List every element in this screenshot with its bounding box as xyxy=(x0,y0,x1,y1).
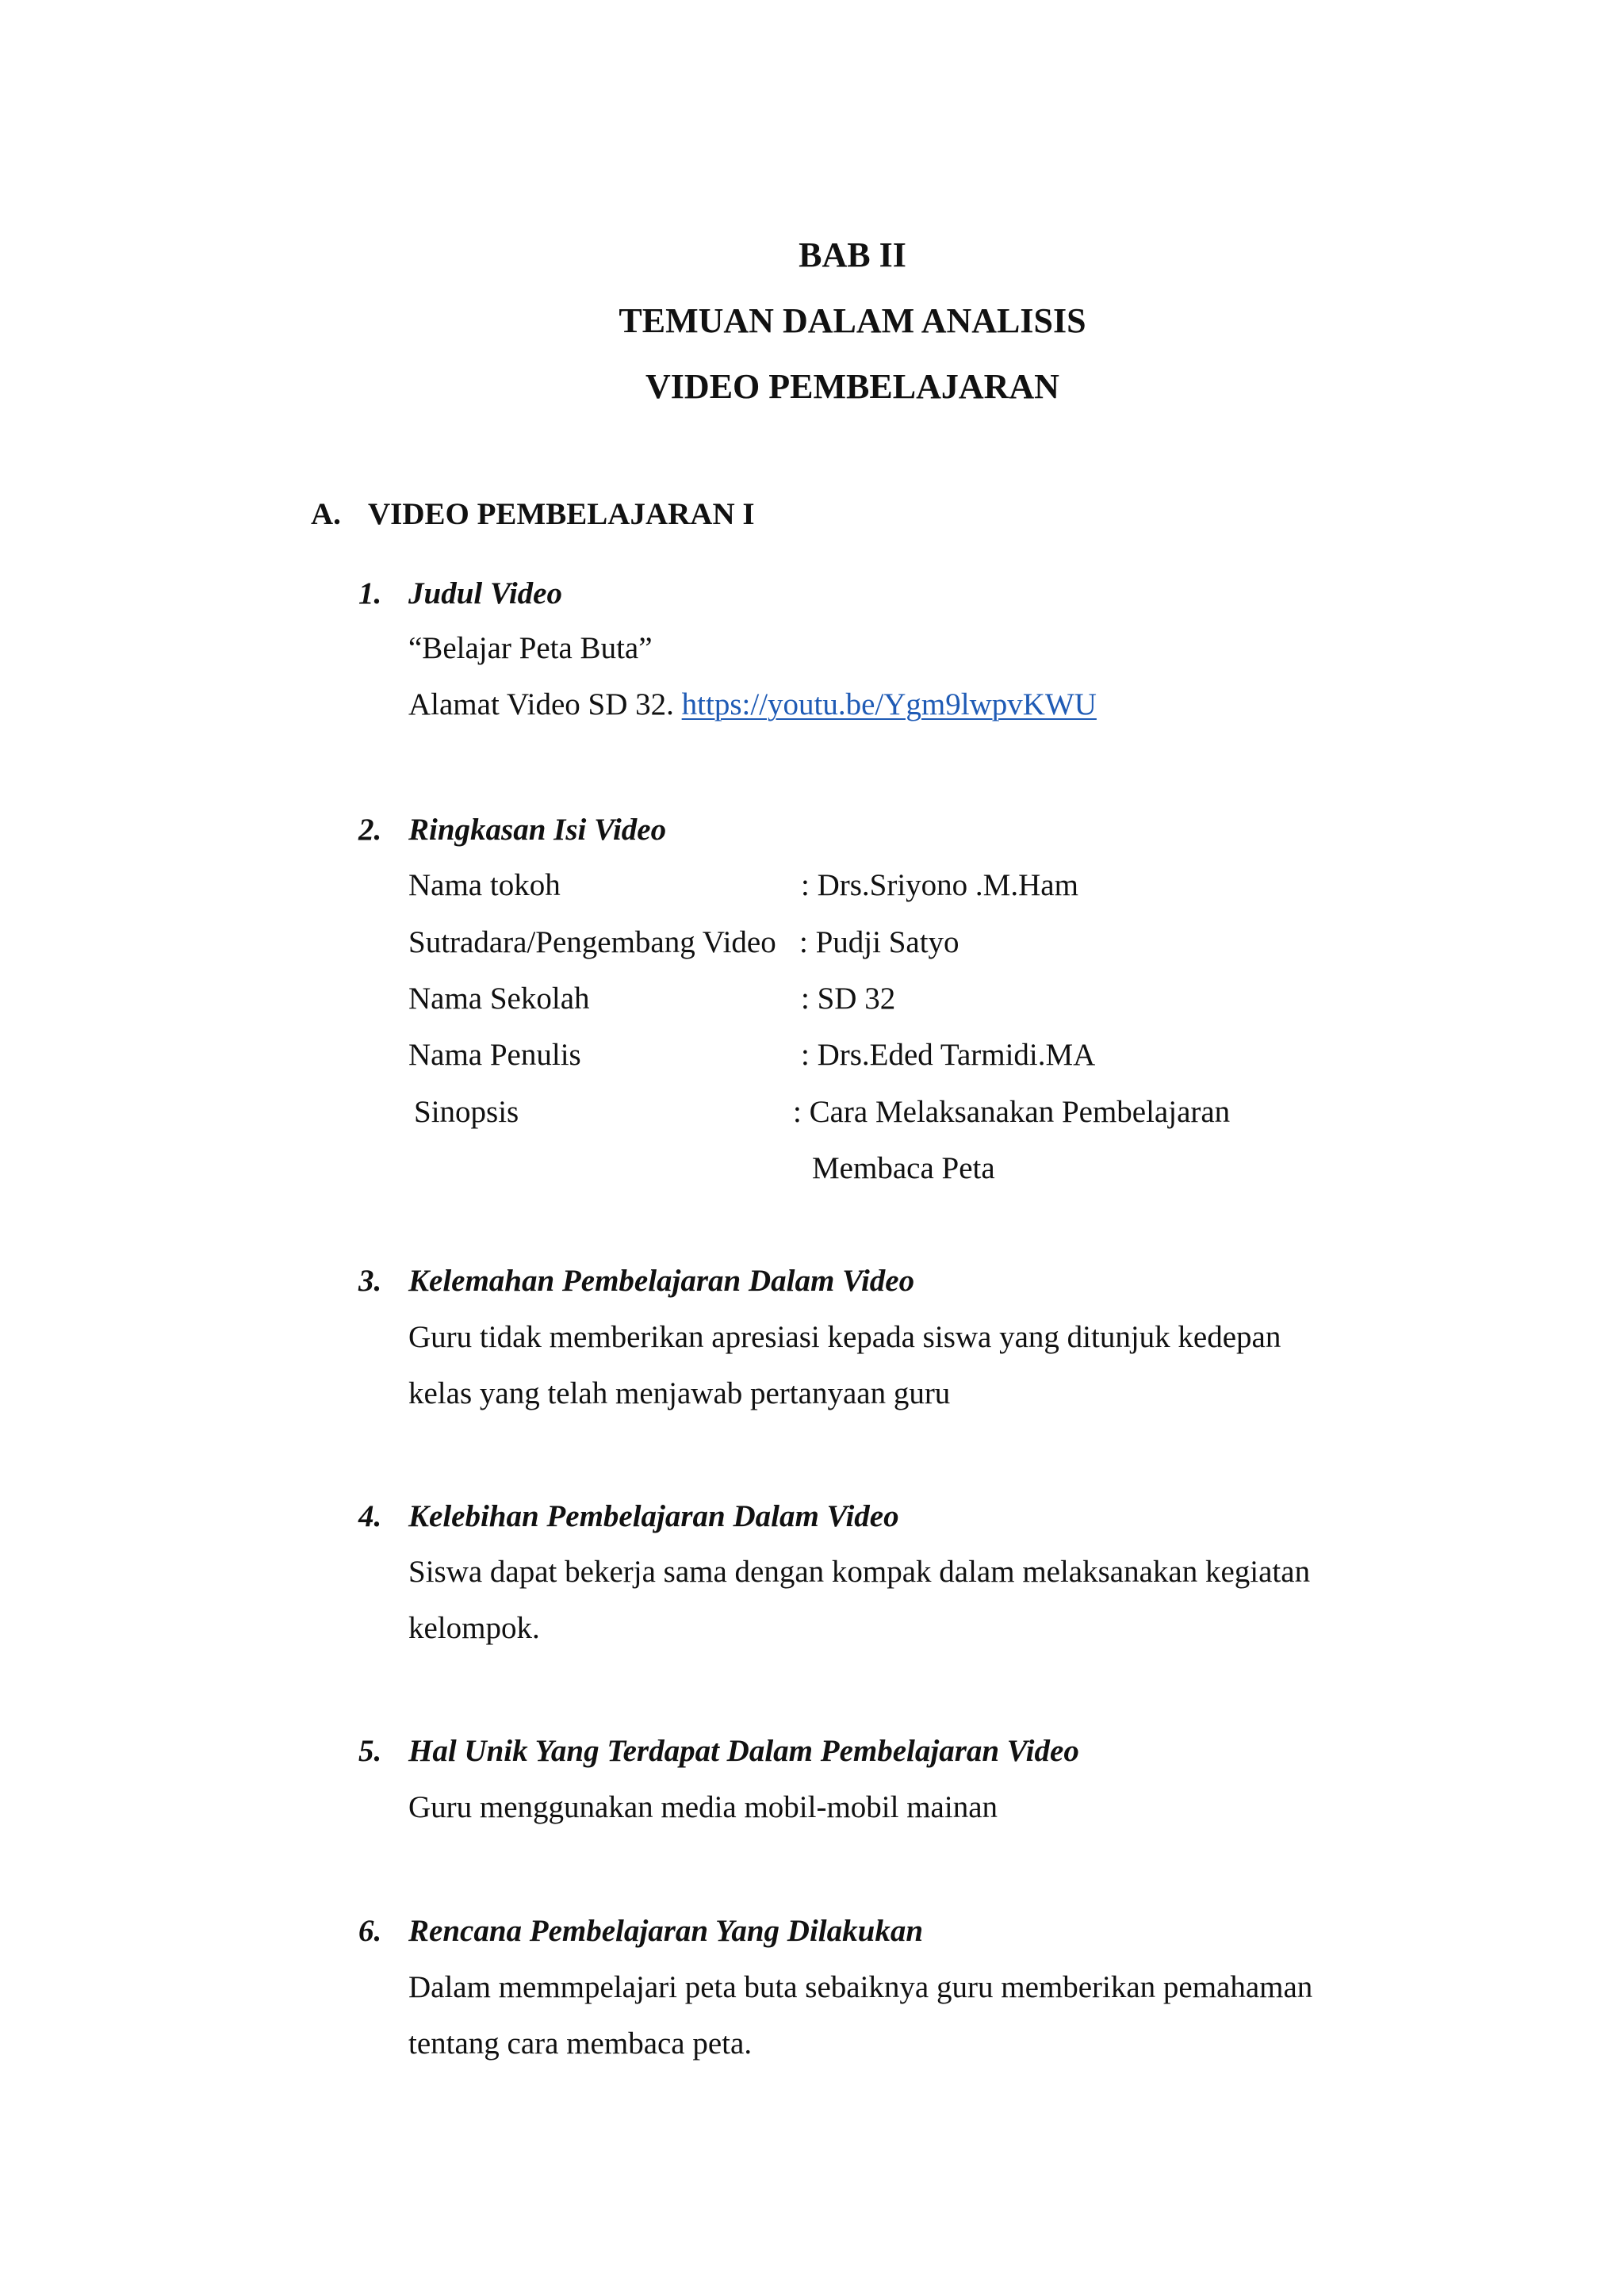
paragraph-line: Siswa dapat bekerja sama dengan kompak dalam melaksanakan kegiatan xyxy=(408,1555,1311,1589)
summary-value: : Drs.Eded Tarmidi.MA xyxy=(801,1038,1096,1072)
chapter-number: BAB II xyxy=(799,235,906,274)
video-address xyxy=(408,687,1097,723)
summary-label: Nama Sekolah xyxy=(408,982,590,1016)
section-title: VIDEO PEMBELAJARAN I xyxy=(368,497,755,531)
summary-label: Nama tokoh xyxy=(408,868,561,902)
item-heading-hal-unik: Hal Unik Yang Terdapat Dalam Pembelajaran Video xyxy=(408,1734,1079,1768)
item-number: 2. xyxy=(358,813,382,847)
summary-label: Sinopsis xyxy=(414,1095,519,1129)
paragraph-line: kelompok. xyxy=(408,1611,540,1645)
item-heading-rencana: Rencana Pembelajaran Yang Dilakukan xyxy=(408,1914,924,1948)
item-number: 1. xyxy=(358,576,382,610)
item-heading-ringkasan: Ringkasan Isi Video xyxy=(408,813,667,847)
summary-label: Sutradara/Pengembang Video xyxy=(408,925,776,959)
section-heading xyxy=(311,496,755,533)
summary-value: : Pudji Satyo xyxy=(799,925,959,959)
paragraph-line: Guru menggunakan media mobil-mobil mainan xyxy=(408,1790,998,1824)
paragraph-line: tentang cara membaca peta. xyxy=(408,2026,753,2061)
video-title: “Belajar Peta Buta” xyxy=(408,631,653,665)
item-number: 4. xyxy=(358,1499,382,1533)
video-address-label: Alamat Video SD 32. xyxy=(408,687,682,721)
item-heading-kelebihan: Kelebihan Pembelajaran Dalam Video xyxy=(408,1499,899,1533)
video-link[interactable]: https://youtu.be/Ygm9lwpvKWU xyxy=(681,687,1097,721)
chapter-title: TEMUAN DALAM ANALISIS xyxy=(619,301,1086,340)
summary-value: : Cara Melaksanakan Pembelajaran xyxy=(793,1095,1231,1129)
item-heading-judul-video: Judul Video xyxy=(408,576,562,610)
summary-label: Nama Penulis xyxy=(408,1038,581,1072)
item-heading-kelemahan: Kelemahan Pembelajaran Dalam Video xyxy=(408,1264,915,1298)
item-number: 6. xyxy=(358,1914,382,1948)
summary-value-continued: Membaca Peta xyxy=(812,1151,995,1185)
paragraph-line: kelas yang telah menjawab pertanyaan guru xyxy=(408,1376,951,1410)
summary-value: : Drs.Sriyono .M.Ham xyxy=(801,868,1078,902)
paragraph-line: Guru tidak memberikan apresiasi kepada siswa yang ditunjuk kedepan xyxy=(408,1320,1281,1354)
item-number: 5. xyxy=(358,1734,382,1768)
item-number: 3. xyxy=(358,1264,382,1298)
paragraph-line: Dalam memmpelajari peta buta sebaiknya guru memberikan pemahaman xyxy=(408,1970,1313,2004)
summary-value: : SD 32 xyxy=(801,982,896,1016)
section-letter: A. xyxy=(311,497,341,531)
chapter-subtitle: VIDEO PEMBELAJARAN xyxy=(645,367,1059,406)
